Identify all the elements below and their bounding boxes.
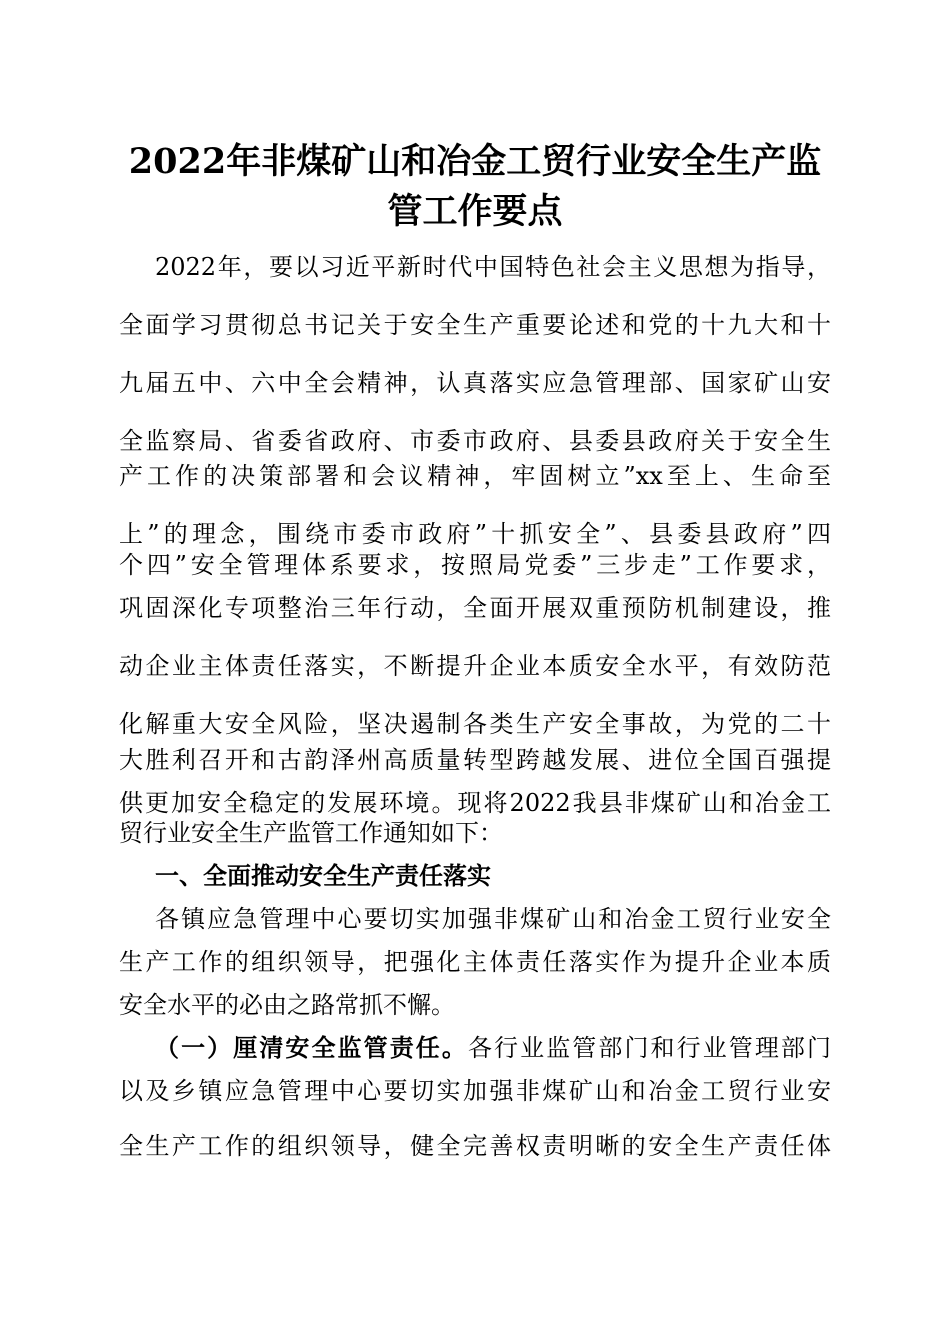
intro-line-10: 化解重大安全风险，坚决遏制各类生产安全事故，为党的二十 bbox=[119, 710, 831, 738]
subsection-1-line-1-rest: 各行业监管部门和行业管理部门 bbox=[467, 1034, 831, 1062]
subsection-1-lead: （一）厘清安全监管责任。 bbox=[155, 1034, 468, 1062]
section-1-heading: 一、全面推动安全生产责任落实 bbox=[155, 862, 491, 890]
section-1-line-2: 生产工作的组织领导，把强化主体责任落实作为提升企业本质 bbox=[119, 948, 831, 976]
intro-line-7: 个四”安全管理体系要求，按照局党委”三步走”工作要求， bbox=[119, 551, 831, 579]
document-title-line-2: 管工作要点 bbox=[387, 191, 563, 232]
intro-line-5: 产工作的决策部署和会议精神，牢固树立”xx至上、生命至 bbox=[119, 462, 831, 490]
document-title-line-1: 2022年非煤矿山和冶金工贸行业安全生产监 bbox=[128, 141, 822, 182]
intro-line-3: 九届五中、六中全会精神，认真落实应急管理部、国家矿山安 bbox=[119, 369, 831, 397]
intro-line-12: 供更加安全稳定的发展环境。现将2022我县非煤矿山和冶金工 bbox=[119, 789, 831, 817]
intro-line-1: 2022年，要以习近平新时代中国特色社会主义思想为指导， bbox=[155, 253, 831, 281]
intro-line-13: 贸行业安全生产监管工作通知如下： bbox=[119, 819, 503, 847]
section-1-line-3: 安全水平的必由之路常抓不懈。 bbox=[119, 991, 455, 1019]
intro-line-9: 动企业主体责任落实，不断提升企业本质安全水平，有效防范 bbox=[119, 652, 831, 680]
section-1-line-1: 各镇应急管理中心要切实加强非煤矿山和冶金工贸行业安全 bbox=[155, 905, 831, 933]
subsection-1-line-3: 全生产工作的组织领导，健全完善权责明晰的安全生产责任体 bbox=[119, 1132, 831, 1160]
intro-line-8: 巩固深化专项整治三年行动，全面开展双重预防机制建设，推 bbox=[119, 594, 831, 622]
subsection-1-line-1 bbox=[155, 1033, 831, 1063]
subsection-1-line-2: 以及乡镇应急管理中心要切实加强非煤矿山和冶金工贸行业安 bbox=[119, 1077, 831, 1105]
intro-line-11: 大胜利召开和古韵泽州高质量转型跨越发展、进位全国百强提 bbox=[119, 746, 831, 774]
intro-line-6: 上”的理念，围绕市委市政府”十抓安全”、县委县政府”四 bbox=[119, 520, 831, 548]
intro-line-2: 全面学习贯彻总书记关于安全生产重要论述和党的十九大和十 bbox=[119, 311, 831, 339]
intro-line-4: 全监察局、省委省政府、市委市政府、县委县政府关于安全生 bbox=[119, 427, 831, 455]
